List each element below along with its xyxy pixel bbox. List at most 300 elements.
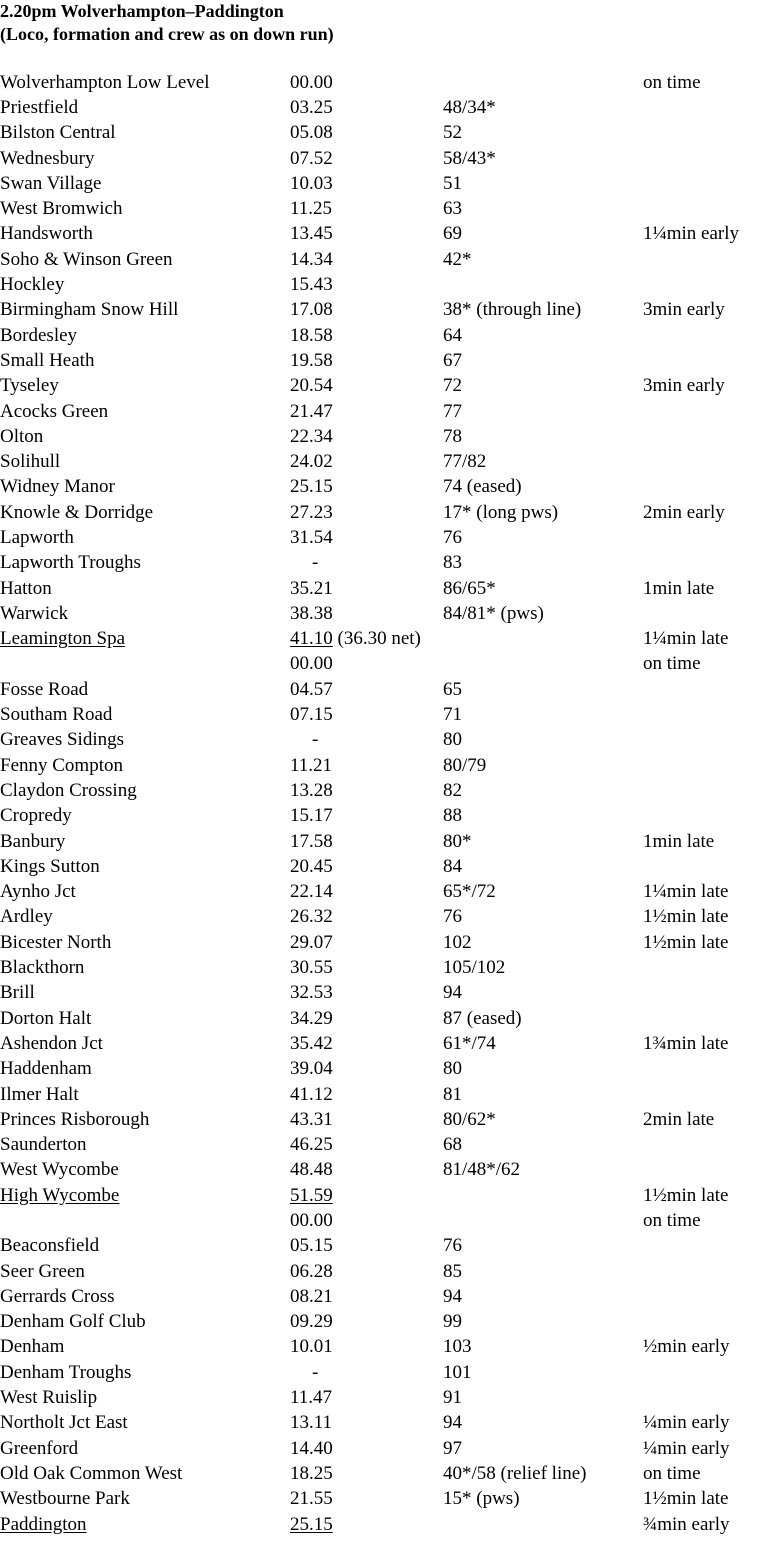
station-label: Ilmer Halt — [0, 1083, 79, 1105]
station-label: Denham Golf Club — [0, 1311, 146, 1333]
elapsed-time — [290, 576, 443, 601]
speed-value: 48/34* — [443, 96, 496, 118]
speed-value: 103 — [443, 1336, 472, 1358]
time-value: - — [312, 729, 319, 751]
speed-value: 101 — [443, 1361, 472, 1383]
speed-value: 99 — [443, 1311, 462, 1333]
speed-value: 80/62* — [443, 1108, 496, 1130]
punctuality-note — [643, 753, 757, 778]
station-name — [0, 298, 290, 323]
time-value: 05.08 — [290, 122, 333, 144]
elapsed-time — [290, 500, 443, 525]
station-name — [0, 1107, 290, 1132]
station-name — [0, 1057, 290, 1082]
timing-row — [0, 500, 757, 525]
speed-value: 76 — [443, 526, 462, 548]
station-label: Cropredy — [0, 805, 72, 827]
station-label: Warwick — [0, 602, 69, 624]
timing-row — [0, 1310, 757, 1335]
punctuality-note — [643, 348, 757, 373]
station-label: Wednesbury — [0, 147, 95, 169]
timing-row — [0, 1436, 757, 1461]
station-name — [0, 1411, 290, 1436]
punctuality-note: 2min late — [643, 1108, 715, 1130]
punctuality-note — [643, 247, 757, 272]
station-label: Handsworth — [0, 223, 93, 245]
punctuality-note — [643, 323, 757, 348]
punctuality-note: ¼min early — [643, 1437, 730, 1459]
speed-value: 67 — [443, 349, 462, 371]
punctuality-note — [643, 1158, 757, 1183]
timing-row — [0, 1461, 757, 1486]
punctuality-note — [643, 1259, 757, 1284]
speed-value: 88 — [443, 805, 462, 827]
punctuality-note: 1½min late — [643, 1184, 729, 1206]
punctuality-note — [643, 171, 757, 196]
station-name — [0, 930, 290, 955]
punctuality-note: 2min early — [643, 501, 725, 523]
elapsed-time — [290, 930, 443, 955]
speed-value: 76 — [443, 1235, 462, 1257]
elapsed-time — [290, 1183, 443, 1208]
punctuality-note: 1½min late — [643, 931, 729, 953]
station-label: Bordesley — [0, 324, 78, 346]
time-value: 20.45 — [290, 855, 333, 877]
time-value: 24.02 — [290, 451, 333, 473]
station-label: Hockley — [0, 274, 65, 296]
station-label: Southam Road — [0, 704, 113, 726]
station-name — [0, 551, 290, 576]
punctuality-note — [643, 424, 757, 449]
time-value: 30.55 — [290, 957, 333, 979]
time-value: 10.03 — [290, 172, 333, 194]
time-value: 41.12 — [290, 1083, 333, 1105]
station-name — [0, 804, 290, 829]
elapsed-time — [290, 905, 443, 930]
speed-value: 84 — [443, 855, 462, 877]
speed-value: 74 (eased) — [443, 476, 522, 498]
punctuality-note — [643, 778, 757, 803]
elapsed-time — [290, 1158, 443, 1183]
time-value: 04.57 — [290, 678, 333, 700]
time-value: 07.52 — [290, 147, 333, 169]
punctuality-note: on time — [643, 1462, 701, 1484]
timing-row — [0, 1512, 757, 1537]
speed-value: 94 — [443, 1412, 462, 1434]
time-value: 09.29 — [290, 1311, 333, 1333]
timing-row — [0, 1259, 757, 1284]
station-label: Solihull — [0, 451, 61, 473]
station-label: West Bromwich — [0, 198, 123, 220]
station-label: High Wycombe — [0, 1184, 120, 1206]
punctuality-note: 1½min late — [643, 906, 729, 928]
station-label: Westbourne Park — [0, 1488, 130, 1510]
timing-row — [0, 399, 757, 424]
station-label: Aynho Jct — [0, 881, 76, 903]
punctuality-note: 1¾min late — [643, 1032, 729, 1054]
timing-row — [0, 804, 757, 829]
time-value: 27.23 — [290, 501, 333, 523]
speed-value: 63 — [443, 198, 462, 220]
station-label: Claydon Crossing — [0, 779, 137, 801]
elapsed-time — [290, 804, 443, 829]
station-name — [0, 576, 290, 601]
time-value: 11.47 — [290, 1387, 333, 1409]
station-label: Haddenham — [0, 1058, 92, 1080]
timing-row — [0, 778, 757, 803]
elapsed-time — [290, 399, 443, 424]
station-label: Swan Village — [0, 172, 102, 194]
elapsed-time — [290, 323, 443, 348]
timing-row — [0, 981, 757, 1006]
station-name — [0, 880, 290, 905]
elapsed-time — [290, 753, 443, 778]
station-name — [0, 1310, 290, 1335]
timing-row — [0, 70, 757, 95]
timing-row — [0, 1031, 757, 1056]
time-value: 39.04 — [290, 1058, 333, 1080]
time-value: 14.34 — [290, 248, 333, 270]
speed-value: 97 — [443, 1437, 462, 1459]
time-value: 32.53 — [290, 982, 333, 1004]
station-name — [0, 1183, 290, 1208]
elapsed-time — [290, 627, 443, 652]
timing-row — [0, 1234, 757, 1259]
station-name — [0, 1512, 290, 1537]
punctuality-note: ¾min early — [643, 1513, 730, 1535]
elapsed-time — [290, 1360, 443, 1385]
timing-row — [0, 880, 757, 905]
punctuality-note: 3min early — [643, 299, 725, 321]
timing-row — [0, 1385, 757, 1410]
punctuality-note — [643, 1385, 757, 1410]
elapsed-time — [290, 272, 443, 297]
timing-row — [0, 1183, 757, 1208]
speed-value: 42* — [443, 248, 472, 270]
station-name — [0, 753, 290, 778]
station-label: Brill — [0, 982, 35, 1004]
punctuality-note: ½min early — [643, 1336, 730, 1358]
timing-row — [0, 905, 757, 930]
elapsed-time — [290, 1031, 443, 1056]
elapsed-time — [290, 1385, 443, 1410]
station-label: Ashendon Jct — [0, 1032, 103, 1054]
punctuality-note — [643, 1234, 757, 1259]
punctuality-note — [643, 121, 757, 146]
speed-value — [443, 652, 643, 677]
time-value: 06.28 — [290, 1260, 333, 1282]
station-label: Fenny Compton — [0, 754, 123, 776]
elapsed-time — [290, 1057, 443, 1082]
station-label: Blackthorn — [0, 957, 85, 979]
station-name — [0, 601, 290, 626]
timing-row — [0, 475, 757, 500]
timing-row — [0, 95, 757, 120]
station-name — [0, 348, 290, 373]
punctuality-note — [643, 677, 757, 702]
timing-row — [0, 272, 757, 297]
station-label: Soho & Winson Green — [0, 248, 173, 270]
elapsed-time — [290, 1259, 443, 1284]
punctuality-note — [643, 272, 757, 297]
punctuality-note — [643, 601, 757, 626]
timing-row — [0, 222, 757, 247]
speed-value: 85 — [443, 1260, 462, 1282]
station-name — [0, 652, 290, 677]
elapsed-time — [290, 1436, 443, 1461]
timing-row — [0, 753, 757, 778]
time-value: 35.42 — [290, 1032, 333, 1054]
speed-value: 80 — [443, 729, 462, 751]
time-value: 08.21 — [290, 1285, 333, 1307]
timing-row — [0, 930, 757, 955]
station-name — [0, 702, 290, 727]
timing-row — [0, 348, 757, 373]
timing-row — [0, 1057, 757, 1082]
speed-value: 80 — [443, 1058, 462, 1080]
timing-row — [0, 652, 757, 677]
station-label: Fosse Road — [0, 678, 89, 700]
time-value: 20.54 — [290, 375, 333, 397]
time-value: 17.58 — [290, 830, 333, 852]
elapsed-time — [290, 95, 443, 120]
station-name — [0, 449, 290, 474]
speed-value: 77/82 — [443, 451, 487, 473]
speed-value — [443, 1512, 643, 1537]
station-name — [0, 1158, 290, 1183]
station-label: Kings Sutton — [0, 855, 100, 877]
station-name — [0, 70, 290, 95]
time-value: 18.58 — [290, 324, 333, 346]
time-value: 22.34 — [290, 425, 333, 447]
speed-value: 76 — [443, 906, 462, 928]
time-value: 35.21 — [290, 577, 333, 599]
station-name — [0, 1335, 290, 1360]
station-name — [0, 1436, 290, 1461]
station-label: Gerrards Cross — [0, 1285, 115, 1307]
elapsed-time — [290, 70, 443, 95]
punctuality-note: on time — [643, 71, 701, 93]
station-name — [0, 1284, 290, 1309]
station-label: Bilston Central — [0, 122, 116, 144]
station-name — [0, 1461, 290, 1486]
timing-row — [0, 1284, 757, 1309]
punctuality-note — [643, 702, 757, 727]
time-value: 15.43 — [290, 274, 333, 296]
station-label: Greenford — [0, 1437, 79, 1459]
timing-row — [0, 1107, 757, 1132]
speed-value: 15* (pws) — [443, 1488, 520, 1510]
timing-row — [0, 1411, 757, 1436]
timing-row — [0, 1132, 757, 1157]
elapsed-time — [290, 1461, 443, 1486]
time-value: 11.21 — [290, 754, 333, 776]
station-name — [0, 323, 290, 348]
timing-row — [0, 247, 757, 272]
station-name — [0, 171, 290, 196]
time-value: 29.07 — [290, 931, 333, 953]
elapsed-time — [290, 955, 443, 980]
timing-row — [0, 854, 757, 879]
time-value: 13.11 — [290, 1412, 333, 1434]
time-value: 48.48 — [290, 1159, 333, 1181]
document-subtitle: (Loco, formation and crew as on down run) — [0, 24, 334, 44]
punctuality-note — [643, 525, 757, 550]
speed-value: 69 — [443, 223, 462, 245]
station-label: Princes Risborough — [0, 1108, 150, 1130]
time-value: 21.47 — [290, 400, 333, 422]
station-name — [0, 1006, 290, 1031]
speed-value: 105/102 — [443, 957, 506, 979]
punctuality-note — [643, 955, 757, 980]
time-value: 11.25 — [290, 198, 333, 220]
elapsed-time — [290, 829, 443, 854]
punctuality-note — [643, 449, 757, 474]
elapsed-time — [290, 551, 443, 576]
speed-value: 102 — [443, 931, 472, 953]
elapsed-time — [290, 424, 443, 449]
elapsed-time — [290, 247, 443, 272]
time-value: 18.25 — [290, 1462, 333, 1484]
speed-value — [443, 1183, 643, 1208]
speed-value: 58/43* — [443, 147, 496, 169]
punctuality-note — [643, 1057, 757, 1082]
punctuality-note: 1¼min late — [643, 881, 729, 903]
station-label: Leamington Spa — [0, 628, 126, 650]
time-value: 51.59 — [290, 1184, 333, 1206]
station-name — [0, 905, 290, 930]
station-label: West Ruislip — [0, 1387, 98, 1409]
timing-row — [0, 601, 757, 626]
speed-value: 86/65* — [443, 577, 496, 599]
timing-row — [0, 171, 757, 196]
punctuality-note — [643, 1132, 757, 1157]
punctuality-note — [643, 981, 757, 1006]
station-name — [0, 121, 290, 146]
station-label: Priestfield — [0, 96, 79, 118]
time-value: - — [312, 1361, 319, 1383]
station-label: Saunderton — [0, 1134, 87, 1156]
elapsed-time — [290, 880, 443, 905]
timing-row — [0, 576, 757, 601]
time-value: 21.55 — [290, 1488, 333, 1510]
time-value: 00.00 — [290, 1210, 333, 1231]
station-name — [0, 1360, 290, 1385]
timing-row — [0, 1335, 757, 1360]
station-name — [0, 222, 290, 247]
timing-row — [0, 121, 757, 146]
elapsed-time — [290, 222, 443, 247]
station-label: Paddington — [0, 1513, 87, 1535]
punctuality-note — [643, 399, 757, 424]
time-value: 25.15 — [290, 476, 333, 498]
station-name — [0, 95, 290, 120]
station-name — [0, 525, 290, 550]
speed-value: 61*/74 — [443, 1032, 496, 1054]
time-value: 31.54 — [290, 526, 333, 548]
speed-value: 87 (eased) — [443, 1007, 522, 1029]
station-name — [0, 728, 290, 753]
run-log-table — [0, 70, 757, 1537]
speed-value — [443, 272, 643, 297]
elapsed-time — [290, 525, 443, 550]
time-value: 10.01 — [290, 1336, 333, 1358]
station-name — [0, 475, 290, 500]
punctuality-note: 1¼min early — [643, 223, 740, 245]
station-label: Old Oak Common West — [0, 1462, 183, 1484]
timing-row — [0, 1006, 757, 1031]
run-log-body — [0, 70, 757, 1537]
station-label: West Wycombe — [0, 1159, 119, 1181]
station-name — [0, 1385, 290, 1410]
station-name — [0, 1208, 290, 1233]
timing-row — [0, 196, 757, 221]
station-label: Olton — [0, 425, 44, 447]
station-label: Seer Green — [0, 1260, 85, 1282]
timing-row — [0, 829, 757, 854]
speed-value: 83 — [443, 552, 462, 574]
elapsed-time — [290, 1082, 443, 1107]
time-value: 22.14 — [290, 881, 333, 903]
net-time: (36.30 net) — [332, 628, 421, 650]
timing-row — [0, 955, 757, 980]
timing-row — [0, 374, 757, 399]
elapsed-time — [290, 778, 443, 803]
time-value: 05.15 — [290, 1235, 333, 1257]
station-label: Small Heath — [0, 349, 95, 371]
timing-row — [0, 702, 757, 727]
punctuality-note — [643, 1284, 757, 1309]
speed-value: 78 — [443, 425, 462, 447]
timing-row — [0, 298, 757, 323]
station-name — [0, 677, 290, 702]
timing-row — [0, 1360, 757, 1385]
station-label: Banbury — [0, 830, 66, 852]
speed-value: 81 — [443, 1083, 462, 1105]
elapsed-time — [290, 1234, 443, 1259]
timing-row — [0, 525, 757, 550]
station-label: Greaves Sidings — [0, 729, 125, 751]
document-title: 2.20pm Wolverhampton–Paddington — [0, 1, 284, 21]
station-label: Wolverhampton Low Level — [0, 71, 210, 93]
time-value: 15.17 — [290, 805, 333, 827]
station-label: Acocks Green — [0, 400, 109, 422]
elapsed-time — [290, 854, 443, 879]
speed-value — [443, 70, 643, 95]
station-label: Dorton Halt — [0, 1007, 92, 1029]
station-label: Denham — [0, 1336, 65, 1358]
elapsed-time — [290, 146, 443, 171]
punctuality-note — [643, 95, 757, 120]
time-value: 41.10 — [290, 628, 333, 650]
station-name — [0, 1487, 290, 1512]
timing-row — [0, 1487, 757, 1512]
punctuality-note — [643, 196, 757, 221]
punctuality-note: on time — [643, 653, 701, 675]
time-value: 46.25 — [290, 1134, 333, 1156]
elapsed-time — [290, 1512, 443, 1537]
elapsed-time — [290, 196, 443, 221]
elapsed-time — [290, 171, 443, 196]
timing-row — [0, 1158, 757, 1183]
station-name — [0, 1082, 290, 1107]
speed-value: 81/48*/62 — [443, 1159, 521, 1181]
speed-value: 51 — [443, 172, 462, 194]
speed-value: 65 — [443, 678, 462, 700]
station-name — [0, 778, 290, 803]
speed-value — [443, 1208, 643, 1233]
punctuality-note — [643, 1360, 757, 1385]
